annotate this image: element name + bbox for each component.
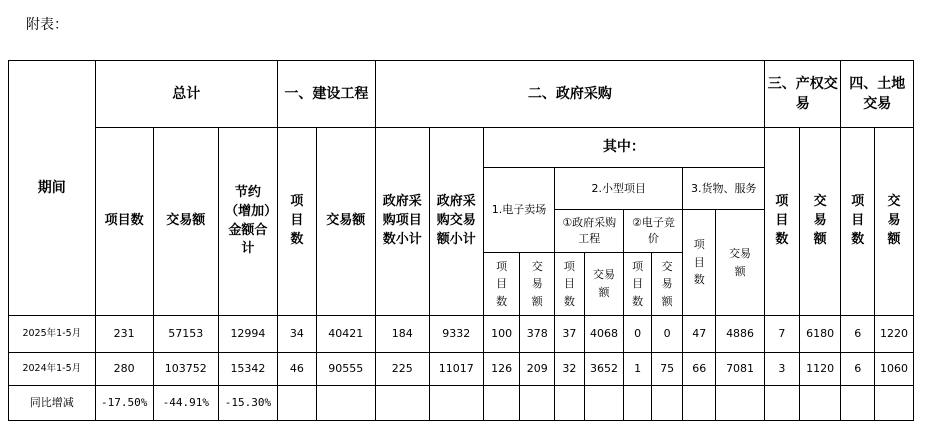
- cell-emall-amount: 378: [520, 316, 555, 353]
- cell-property-amount: 1120: [799, 353, 841, 386]
- cell-total-count: 280: [95, 353, 153, 386]
- header-property-amount: [799, 128, 841, 316]
- cell-land-count: 6: [841, 316, 875, 353]
- cell-emall-amount: 209: [520, 353, 555, 386]
- total-saving-label: 节约（增加）金额合计: [225, 184, 271, 257]
- cell-small-a-amount: 4068: [584, 316, 624, 353]
- header-land-amount: [875, 128, 914, 316]
- header-small-b-amount: [651, 253, 683, 316]
- header-small-a-amount: [584, 253, 624, 316]
- cell-total-amount: 103752: [153, 353, 218, 386]
- table-caption: 附表：: [26, 17, 68, 33]
- empty-cell: [555, 386, 585, 421]
- small-a-count-label: 项目数: [563, 259, 575, 308]
- empty-cell: [841, 386, 875, 421]
- cell-proc-amount: 11017: [429, 353, 483, 386]
- emall-count-label: 项目数: [496, 259, 508, 308]
- header-goods-amount: [716, 210, 765, 316]
- header-period: 期间: [9, 61, 96, 316]
- header-among: 其中：: [483, 128, 764, 168]
- cell-con-count: 34: [277, 316, 316, 353]
- cell-goods-amount: 4886: [716, 316, 765, 353]
- header-land: 四、土地交易: [841, 61, 914, 128]
- header-total-saving: [218, 128, 277, 316]
- cell-land-amount: 1220: [875, 316, 914, 353]
- cell-proc-count: 225: [375, 353, 429, 386]
- empty-cell: [520, 386, 555, 421]
- cell-land-count: 6: [841, 353, 875, 386]
- empty-cell: [316, 386, 375, 421]
- header-construction: 一、建设工程: [277, 61, 375, 128]
- small-b-count-label: 项目数: [632, 259, 644, 308]
- row-yoy-label: 同比增减: [9, 386, 96, 421]
- empty-cell: [584, 386, 624, 421]
- small-b-label: ②电子竞价: [631, 216, 675, 245]
- table-row: [9, 353, 914, 386]
- header-emall: [483, 168, 554, 253]
- land-count-label: 项目数: [851, 194, 865, 247]
- cell-goods-count: 66: [683, 353, 716, 386]
- proc-count-label: 政府采购项目数小计: [382, 194, 422, 247]
- cell-property-amount: 6180: [799, 316, 841, 353]
- cell-con-count: 46: [277, 353, 316, 386]
- cell-total-saving: 15342: [218, 353, 277, 386]
- header-total-amount: 交易额: [153, 128, 218, 316]
- cell-total-saving: 12994: [218, 316, 277, 353]
- empty-cell: [683, 386, 716, 421]
- empty-cell: [277, 386, 316, 421]
- header-land-count: [841, 128, 875, 316]
- small-a-label: ①政府采购工程: [562, 216, 617, 245]
- header-total: 总计: [95, 61, 277, 128]
- empty-cell: [799, 386, 841, 421]
- statistics-table: [8, 60, 914, 421]
- empty-cell: [483, 386, 520, 421]
- cell-small-b-count: 1: [624, 353, 652, 386]
- cell-goods-count: 47: [683, 316, 716, 353]
- cell-emall-count: 126: [483, 353, 520, 386]
- cell-yoy-total-amount: -44.91%: [153, 386, 218, 421]
- header-goods-count: [683, 210, 716, 316]
- header-small-b-count: [624, 253, 652, 316]
- cell-proc-amount: 9332: [429, 316, 483, 353]
- header-goods: 3.货物、服务: [683, 168, 765, 210]
- table-row-yoy: [9, 386, 914, 421]
- cell-proc-count: 184: [375, 316, 429, 353]
- empty-cell: [429, 386, 483, 421]
- cell-yoy-total-saving: -15.30%: [218, 386, 277, 421]
- cell-con-amount: 90555: [316, 353, 375, 386]
- cell-goods-amount: 7081: [716, 353, 765, 386]
- header-procurement: 二、政府采购: [375, 61, 764, 128]
- cell-small-b-amount: 0: [651, 316, 683, 353]
- property-count-label: 项目数: [775, 194, 789, 247]
- header-small: 2.小型项目: [555, 168, 683, 210]
- cell-emall-count: 100: [483, 316, 520, 353]
- emall-label: 1.电子卖场: [491, 203, 547, 217]
- cell-property-count: 7: [765, 316, 800, 353]
- header-property: 三、产权交易: [765, 61, 841, 128]
- cell-small-b-amount: 75: [651, 353, 683, 386]
- header-small-a: [555, 210, 624, 253]
- header-proc-count: [375, 128, 429, 316]
- empty-cell: [651, 386, 683, 421]
- header-emall-amount: [520, 253, 555, 316]
- cell-small-b-count: 0: [624, 316, 652, 353]
- row-period: 2024年1-5月: [9, 353, 96, 386]
- construction-count-label: 项目数: [290, 194, 304, 247]
- header-proc-amount: [429, 128, 483, 316]
- empty-cell: [875, 386, 914, 421]
- header-small-a-count: [555, 253, 585, 316]
- empty-cell: [716, 386, 765, 421]
- proc-amount-label: 政府采购交易额小计: [436, 194, 476, 247]
- header-emall-count: [483, 253, 520, 316]
- cell-small-a-amount: 3652: [584, 353, 624, 386]
- empty-cell: [375, 386, 429, 421]
- header-total-count: 项目数: [95, 128, 153, 316]
- cell-total-amount: 57153: [153, 316, 218, 353]
- cell-small-a-count: 32: [555, 353, 585, 386]
- goods-count-label: 项目数: [693, 238, 705, 287]
- header-small-b: [624, 210, 683, 253]
- table-row: [9, 316, 914, 353]
- empty-cell: [765, 386, 800, 421]
- goods-amount-label: 交易额: [729, 246, 752, 278]
- header-property-count: [765, 128, 800, 316]
- small-a-amount-label: 交易额: [593, 268, 616, 299]
- cell-con-amount: 40421: [316, 316, 375, 353]
- empty-cell: [624, 386, 652, 421]
- header-construction-count: [277, 128, 316, 316]
- land-amount-label: 交易额: [887, 194, 901, 247]
- cell-land-amount: 1060: [875, 353, 914, 386]
- small-b-amount-label: 交易额: [661, 259, 673, 308]
- property-amount-label: 交易额: [813, 194, 827, 247]
- row-period: 2025年1-5月: [9, 316, 96, 353]
- cell-property-count: 3: [765, 353, 800, 386]
- emall-amount-label: 交易额: [531, 259, 543, 308]
- header-construction-amount: 交易额: [316, 128, 375, 316]
- cell-total-count: 231: [95, 316, 153, 353]
- cell-yoy-total-count: -17.50%: [95, 386, 153, 421]
- cell-small-a-count: 37: [555, 316, 585, 353]
